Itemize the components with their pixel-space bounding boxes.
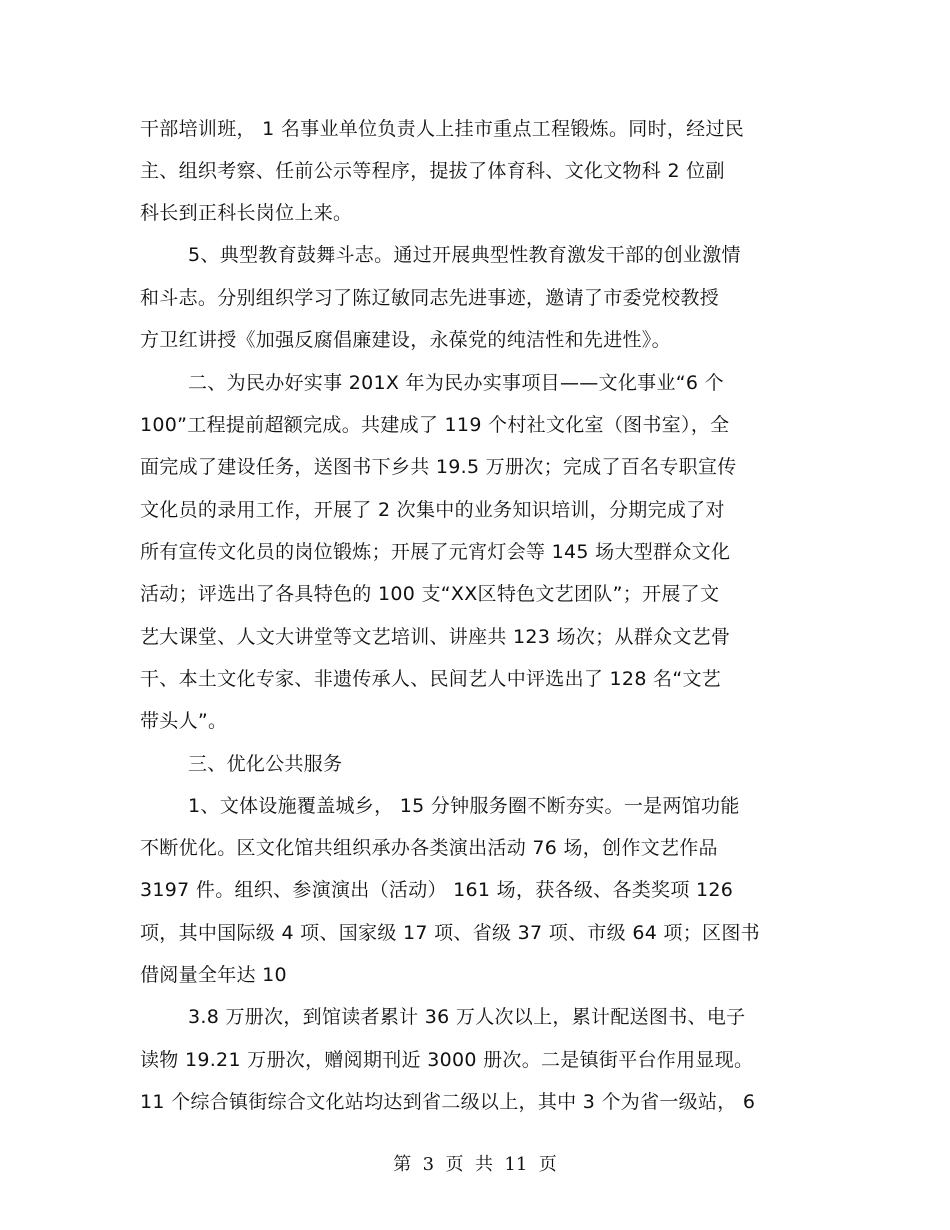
text-line: 1、文体设施覆盖城乡， 15 分钟服务圈不断夯实。一是两馆功能 (188, 795, 740, 817)
text-line: 活动；评选出了各具特色的 100 支“XX区特色文艺团队”；开展了文 (140, 583, 720, 605)
text-line: 读物 19.21 万册次，赠阅期刊近 3000 册次。二是镇街平台作用显现。 (140, 1049, 754, 1071)
section-heading: 三、优化公共服务 (188, 753, 343, 775)
text-line: 借阅量全年达 10 (140, 964, 287, 986)
text-line: 方卫红讲授《加强反腐倡廉建设，永葆党的纯洁性和先进性》。 (140, 329, 671, 351)
text-line: 不断优化。区文化馆共组织承办各类演出活动 76 场，创作文艺作品 (140, 837, 718, 859)
text-line: 3.8 万册次，到馆读者累计 36 万人次以上，累计配送图书、电子 (188, 1006, 746, 1028)
text-line: 艺大课堂、人文大讲堂等文艺培训、讲座共 123 场次；从群众文艺骨 (140, 626, 731, 648)
text-line: 和斗志。分别组织学习了陈辽敏同志先进事迹，邀请了市委党校教授 (140, 287, 720, 309)
text-line: 项，其中国际级 4 项、国家级 17 项、省级 37 项、市级 64 项；区图书 (140, 922, 760, 944)
text-line: 带头人”。 (140, 710, 228, 732)
text-line: 面完成了建设任务，送图书下乡共 19.5 万册次；完成了百名专职宣传 (140, 456, 737, 478)
text-line: 干部培训班， 1 名事业单位负责人上挂市重点工程锻炼。同时，经过民 (140, 118, 745, 140)
text-line: 5、典型教育鼓舞斗志。通过开展典型性教育激发干部的创业激情 (188, 244, 741, 266)
text-line: 100”工程提前超额完成。共建成了 119 个村社文化室（图书室），全 (140, 414, 730, 436)
section-heading: 二、为民办好实事 201X 年为民办实事项目——文化事业“6 个 (188, 372, 724, 394)
text-line: 科长到正科长岗位上来。 (140, 202, 353, 224)
text-line: 11 个综合镇街综合文化站均达到省二级以上，其中 3 个为省一级站， 6 (140, 1091, 756, 1113)
text-line: 文化员的录用工作，开展了 2 次集中的业务知识培训，分期完成了对 (140, 499, 725, 521)
text-line: 主、组织考察、任前公示等程序，提拔了体育科、文化文物科 2 位副 (140, 160, 725, 182)
text-line: 所有宣传文化员的岗位锻炼；开展了元宵灯会等 145 场大型群众文化 (140, 541, 731, 563)
text-line: 干、本土文化专家、非遗传承人、民间艺人中评选出了 128 名“文艺 (140, 668, 722, 690)
text-line: 3197 件。组织、参演演出（活动） 161 场，获各级、各类奖项 126 (140, 879, 734, 901)
page-number-footer: 第 3 页 共 11 页 (393, 1154, 557, 1175)
